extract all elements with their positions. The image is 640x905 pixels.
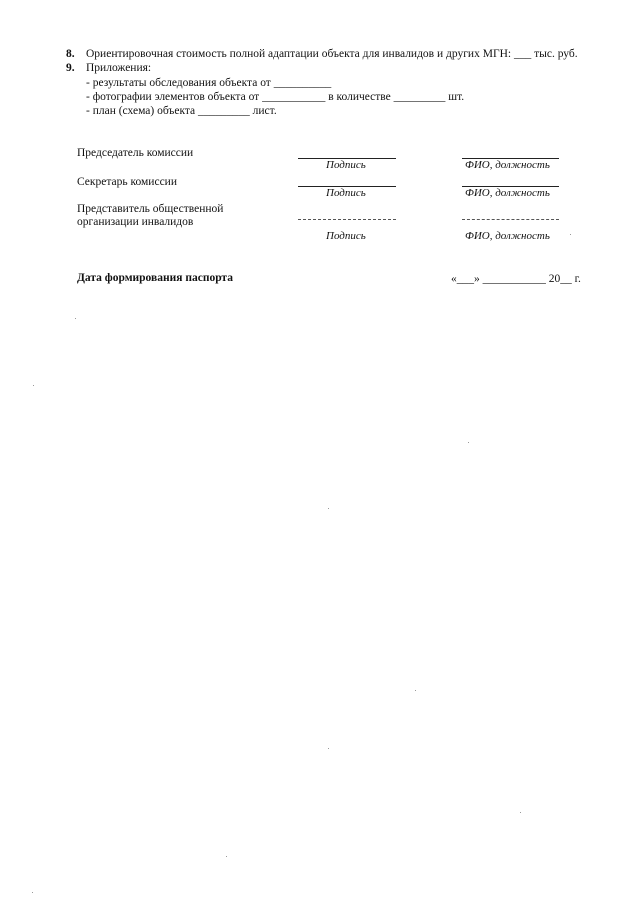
secretary-label: Секретарь комиссии: [77, 176, 177, 188]
scan-speck: [468, 442, 469, 443]
secretary-name-caption: ФИО, должность: [465, 187, 550, 199]
representative-signature-caption: Подпись: [326, 230, 366, 242]
attachment-photos: - фотографии элементов объекта от ___________ в количестве _________ шт.: [86, 91, 465, 103]
scan-speck: [328, 748, 329, 749]
item-text: Приложения:: [86, 62, 152, 74]
attachment-survey: - результаты обследования объекта от __________: [86, 77, 332, 89]
passport-date-value: «___» ___________ 20__ г.: [451, 273, 581, 285]
item-8: [66, 47, 578, 61]
scan-speck: [328, 508, 329, 509]
scan-speck: [75, 318, 76, 319]
item-text: Ориентировочная стоимость полной адаптации объекта для инвалидов и других МГН: ___ тыс. руб.: [86, 48, 578, 60]
representative-label-line2: организации инвалидов: [77, 216, 194, 228]
scan-speck: [520, 812, 521, 813]
representative-label-line1: Представитель общественной: [77, 203, 224, 215]
representative-name-caption: ФИО, должность: [465, 230, 550, 242]
chairman-name-caption: ФИО, должность: [465, 159, 550, 171]
secretary-signature-caption: Подпись: [326, 187, 366, 199]
item-number: 8.: [66, 48, 75, 60]
item-number: 9.: [66, 62, 75, 74]
representative-signature-line: [298, 219, 396, 220]
passport-date-label: Дата формирования паспорта: [77, 272, 233, 284]
item-9: [66, 61, 151, 75]
representative-name-line: [462, 219, 559, 220]
chairman-label: Председатель комиссии: [77, 147, 194, 159]
scan-speck: [415, 690, 416, 691]
scan-speck: [33, 385, 34, 386]
chairman-signature-caption: Подпись: [326, 159, 366, 171]
scan-speck: [32, 892, 33, 893]
scan-speck: [226, 856, 227, 857]
attachment-plan: - план (схема) объекта _________ лист.: [86, 105, 277, 117]
scan-speck: [570, 234, 571, 235]
